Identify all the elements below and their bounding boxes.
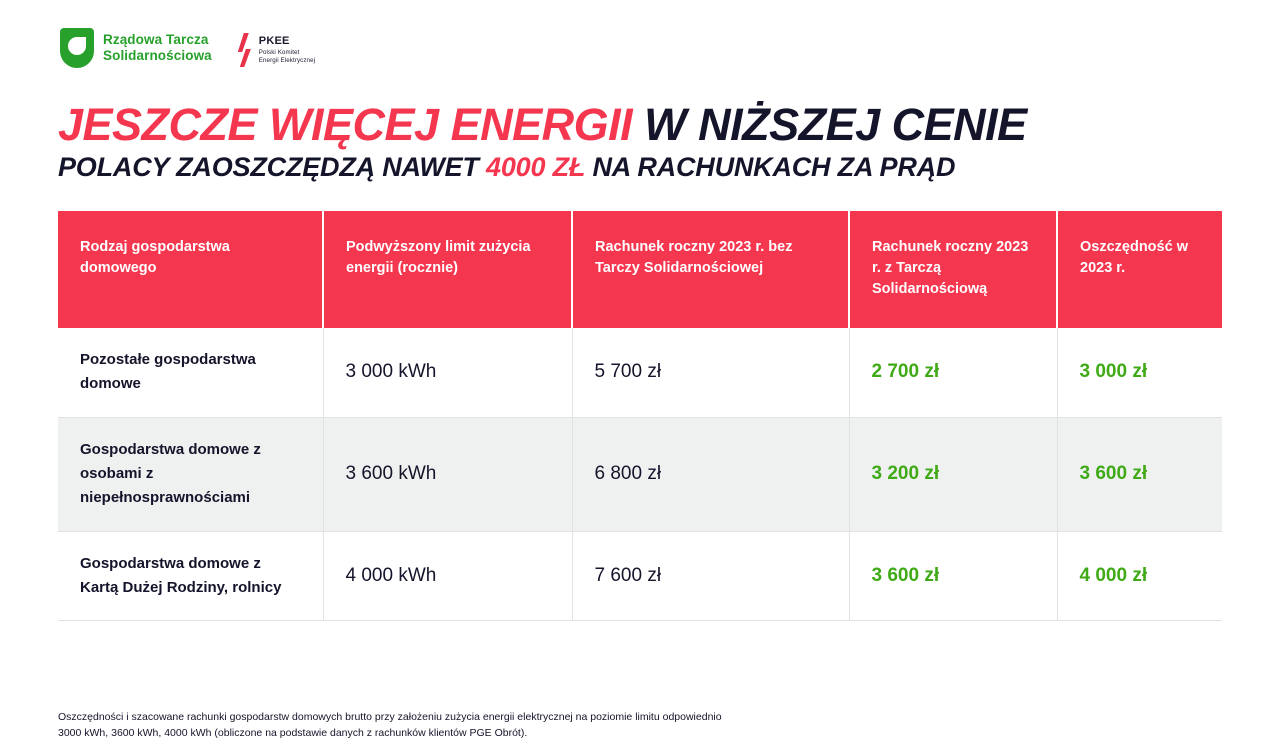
logo-rts-line2: Solidarnościowa: [103, 48, 212, 63]
logo-pkee-line2: Polski Komitet: [258, 48, 300, 56]
subheadline: [58, 152, 955, 183]
cell-bill-without-shield: 7 600 zł: [572, 531, 849, 621]
cell-household-type: Pozostałe gospodarstwa domowe: [58, 328, 323, 417]
logo-rts-text: [103, 32, 212, 64]
cell-bill-with-shield: 3 600 zł: [849, 531, 1057, 621]
footnote-line1: Oszczędności i szacowane rachunki gospodarstw domowych brutto przy założeniu zużycia energii elektrycznej na poziomie limitu odpowiednio: [58, 711, 722, 723]
table-row: [58, 328, 1222, 417]
cell-savings: 4 000 zł: [1057, 531, 1222, 621]
logo-pkee: [236, 29, 315, 67]
logo-pkee-line3: Energii Elektrycznej: [258, 56, 316, 64]
footnote: [58, 710, 722, 742]
logo-rzadowa-tarcza: [60, 28, 212, 68]
cell-energy-limit: 3 600 kWh: [323, 417, 572, 531]
table-row: [58, 417, 1222, 531]
column-header-bill-without-shield: Rachunek roczny 2023 r. bez Tarczy Solidarnościowej: [572, 211, 849, 328]
logo-rts-line1: Rządowa Tarcza: [103, 32, 209, 48]
subheadline-highlight: 4000 ZŁ: [486, 152, 586, 182]
cell-savings: 3 000 zł: [1057, 328, 1222, 417]
cell-savings: 3 600 zł: [1057, 417, 1222, 531]
headline: [58, 99, 1027, 151]
cell-household-type: Gospodarstwa domowe z Kartą Dużej Rodziny, rolnicy: [58, 531, 323, 621]
subheadline-part2: NA RACHUNKACH ZA PRĄD: [585, 152, 956, 182]
logo-pkee-line1: PKEE: [258, 35, 290, 47]
headline-part2: W NIŻSZEJ CENIE: [632, 99, 1027, 150]
table-body: [58, 328, 1222, 621]
subheadline-part1: POLACY ZAOSZCZĘDZĄ NAWET: [58, 152, 487, 182]
cell-bill-without-shield: 5 700 zł: [572, 328, 849, 417]
headline-part1: JESZCZE WIĘCEJ ENERGII: [58, 99, 633, 150]
table-header-row: [58, 211, 1222, 328]
cell-energy-limit: 3 000 kWh: [323, 328, 572, 417]
cell-energy-limit: 4 000 kWh: [323, 531, 572, 621]
cell-bill-without-shield: 6 800 zł: [572, 417, 849, 531]
column-header-bill-with-shield: Rachunek roczny 2023 r. z Tarczą Solidarnościową: [849, 211, 1057, 328]
savings-table: [58, 211, 1222, 621]
footnote-line2: 3000 kWh, 3600 kWh, 4000 kWh (obliczone na podstawie danych z rachunków klientów PGE Obrót).: [58, 726, 528, 739]
column-header-savings: Oszczędność w 2023 r.: [1057, 211, 1222, 328]
column-header-household-type: Rodzaj gospodarstwa domowego: [58, 211, 323, 328]
cell-bill-with-shield: 3 200 zł: [849, 417, 1057, 531]
pkee-flame-icon: [236, 33, 253, 67]
logo-bar: [60, 28, 315, 68]
column-header-energy-limit: Podwyższony limit zużycia energii (rocznie): [323, 211, 572, 328]
cell-bill-with-shield: 2 700 zł: [849, 328, 1057, 417]
table-head: [58, 211, 1222, 328]
shield-icon: [60, 28, 94, 68]
table-row: [58, 531, 1222, 621]
cell-household-type: Gospodarstwa domowe z osobami z niepełnosprawnościami: [58, 417, 323, 531]
logo-pkee-text: [259, 33, 315, 64]
